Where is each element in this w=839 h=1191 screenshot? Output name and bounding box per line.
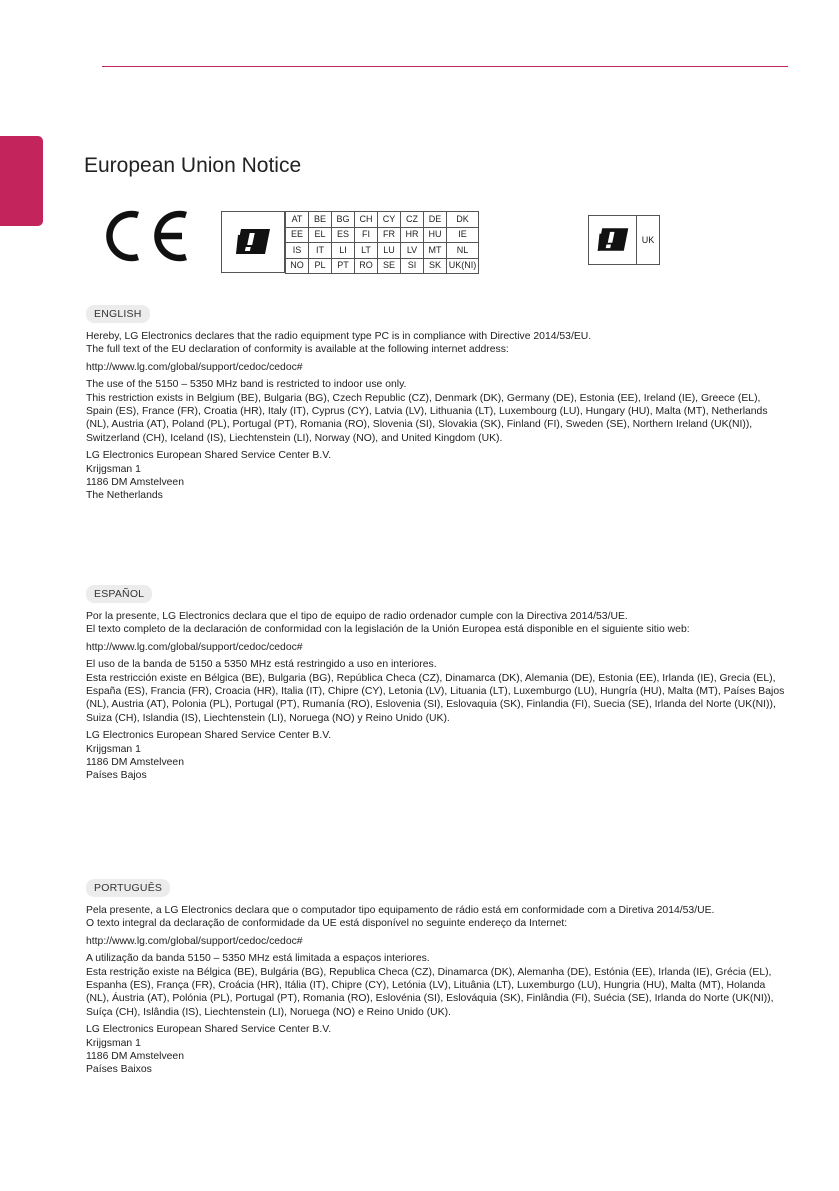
- uk-alert-box: [588, 215, 636, 265]
- declaration-url[interactable]: http://www.lg.com/global/support/cedoc/cedoc#: [86, 361, 303, 373]
- restriction-paragraph: [86, 952, 786, 1019]
- country-code: IE: [447, 227, 479, 243]
- address-country: The Netherlands: [86, 490, 163, 502]
- declaration-paragraph: [86, 904, 786, 931]
- address-company: LG Electronics European Shared Service Center B.V.: [86, 450, 332, 462]
- country-code: ES: [332, 227, 355, 243]
- declaration-url[interactable]: http://www.lg.com/global/support/cedoc/cedoc#: [86, 641, 303, 653]
- country-code: LT: [355, 243, 378, 259]
- restriction-summary: The use of the 5150 – 5350 MHz band is restricted to indoor use only.: [86, 379, 407, 391]
- country-code: IT: [309, 243, 332, 259]
- address-city: 1186 DM Amstelveen: [86, 757, 184, 769]
- restriction-summary: A utilização da banda 5150 – 5350 MHz está limitada a espaços interiores.: [86, 953, 430, 965]
- country-code: HU: [424, 227, 447, 243]
- declaration-availability-text: The full text of the EU declaration of conformity is available at the following internet address:: [86, 344, 509, 356]
- page-title: European Union Notice: [84, 154, 302, 177]
- country-code: AT: [286, 212, 309, 228]
- country-row: [286, 258, 479, 274]
- declaration-availability-text: El texto completo de la declaración de conformidad con la legislación de la Unión Europea está disponible en el siguiente sitio web:: [86, 624, 690, 636]
- country-code: CH: [355, 212, 378, 228]
- country-code: CZ: [401, 212, 424, 228]
- ce-mark-icon: [102, 209, 192, 263]
- address-city: 1186 DM Amstelveen: [86, 1051, 184, 1063]
- address-street: Krijgsman 1: [86, 1037, 141, 1049]
- country-code: CY: [378, 212, 401, 228]
- declaration-text: Por la presente, LG Electronics declara que el tipo de equipo de radio ordenador cumple con la Directiva 2014/53/UE.: [86, 611, 628, 622]
- section-tab-marker: [0, 136, 43, 226]
- section-english: [86, 304, 786, 507]
- country-code: DE: [424, 212, 447, 228]
- restriction-paragraph: [86, 658, 786, 725]
- address-city: 1186 DM Amstelveen: [86, 477, 184, 489]
- address-block: [86, 729, 786, 783]
- country-code: EE: [286, 227, 309, 243]
- declaration-paragraph: [86, 330, 786, 357]
- country-code: IS: [286, 243, 309, 259]
- language-badge: PORTUGUÊS: [86, 879, 170, 897]
- country-row: [286, 243, 479, 259]
- address-block: [86, 1023, 786, 1077]
- country-code: PT: [332, 258, 355, 274]
- address-street: Krijgsman 1: [86, 743, 141, 755]
- country-code: NO: [286, 258, 309, 274]
- country-code: MT: [424, 243, 447, 259]
- country-code: LU: [378, 243, 401, 259]
- country-code: SK: [424, 258, 447, 274]
- country-code: LI: [332, 243, 355, 259]
- restriction-alert-box: [221, 211, 285, 273]
- country-code-table: [285, 211, 479, 274]
- country-code: DK: [447, 212, 479, 228]
- restriction-summary: El uso de la banda de 5150 a 5350 MHz está restringido a uso en interiores.: [86, 659, 437, 671]
- country-code: UK(NI): [447, 258, 479, 274]
- country-code: BE: [309, 212, 332, 228]
- restriction-countries: Esta restrição existe na Bélgica (BE), Bulgária (BG), Republica Checa (CZ), Dinamarca (DK), Alemanha (DE), Estónia (EE), Irlanda (IE), Grécia (EL), Espanha (ES), França (FR), Croácia (HR), Itália (IT), Chipre (CY), Letónia (LV), Lituânia (LT), Luxemburgo (LU), Hungria (HU), Malta (MT), Holanda (NL), Áustria (AT), Polónia (PL), Portugal (PT), Romania (RO), Eslovénia (SI), Eslováquia (SK), Finlândia (FI), Suécia (SE), Irlanda do Norte (UK(NI)), Suíça (CH), Islândia (IS), Liechtenstein (LI), Noruega (NO) e Reino Unido (UK).: [86, 966, 774, 1018]
- country-code: FR: [378, 227, 401, 243]
- restriction-alert-icon: [233, 227, 273, 257]
- country-code: HR: [401, 227, 424, 243]
- country-code: SE: [378, 258, 401, 274]
- declaration-text: Pela presente, a LG Electronics declara que o computador tipo equipamento de rádio está em conformidade com a Diretiva 2014/53/UE.: [86, 905, 715, 916]
- address-block: [86, 449, 786, 503]
- address-street: Krijgsman 1: [86, 463, 141, 475]
- section-spanish: [86, 584, 786, 787]
- declaration-url[interactable]: http://www.lg.com/global/support/cedoc/cedoc#: [86, 935, 303, 947]
- address-country: Países Bajos: [86, 770, 147, 782]
- country-code: SI: [401, 258, 424, 274]
- country-code: LV: [401, 243, 424, 259]
- section-portuguese: [86, 878, 786, 1081]
- country-code: NL: [447, 243, 479, 259]
- restriction-paragraph: [86, 378, 786, 445]
- restriction-countries: This restriction exists in Belgium (BE), Bulgaria (BG), Czech Republic (CZ), Denmark (DK), Germany (DE), Estonia (EE), Ireland (IE), Greece (EL), Spain (ES), France (FR), Croatia (HR), Italy (IT), Cyprus (CY), Latvia (LV), Lithuania (LT), Luxembourg (LU), Hungary (HU), Malta (MT), Netherlands (NL), Austria (AT), Poland (PL), Portugal (PT), Romania (RO), Slovenia (SI), Slovakia (SK), Finland (FI), Sweden (SE), Northern Ireland (UK(NI)), Switzerland (CH), Iceland (IS), Liechtenstein (LI), Norway (NO), and United Kingdom (UK).: [86, 392, 768, 444]
- declaration-availability-text: O texto integral da declaração de conformidade da UE está disponível no seguinte endereço da Internet:: [86, 918, 568, 930]
- address-company: LG Electronics European Shared Service Center B.V.: [86, 730, 332, 742]
- language-badge: ESPAÑOL: [86, 585, 152, 603]
- country-code: FI: [355, 227, 378, 243]
- address-company: LG Electronics European Shared Service Center B.V.: [86, 1024, 332, 1036]
- header-rule: [102, 66, 788, 67]
- language-badge: ENGLISH: [86, 305, 150, 323]
- declaration-paragraph: [86, 610, 786, 637]
- declaration-text: Hereby, LG Electronics declares that the radio equipment type PC is in compliance with Directive 2014/53/EU.: [86, 331, 592, 342]
- country-code: BG: [332, 212, 355, 228]
- country-code: PL: [309, 258, 332, 274]
- uk-label: UK: [636, 215, 660, 265]
- address-country: Países Baixos: [86, 1064, 152, 1076]
- country-code: EL: [309, 227, 332, 243]
- restriction-countries: Esta restricción existe en Bélgica (BE), Bulgaria (BG), República Checa (CZ), Dinamarca (DK), Alemania (DE), Estonia (EE), Irlanda (IE), Grecia (EL), España (ES), Francia (FR), Croacia (HR), Italia (IT), Chipre (CY), Letonia (LV), Lituania (LT), Luxemburgo (LU), Hungría (HU), Malta (MT), Países Bajos (NL), Austria (AT), Polonia (PL), Portugal (PT), Rumanía (RO), Eslovenia (SI), Eslovaquia (SK), Finlandia (FI), Suecia (SE), Irlanda del Norte (UK(NI)), Suiza (CH), Islandia (IS), Liechtenstein (LI), Noruega (NO) y Reino Unido (UK).: [86, 672, 785, 724]
- uk-restriction-alert-icon: [595, 226, 631, 254]
- country-code: RO: [355, 258, 378, 274]
- country-row: [286, 212, 479, 228]
- country-row: [286, 227, 479, 243]
